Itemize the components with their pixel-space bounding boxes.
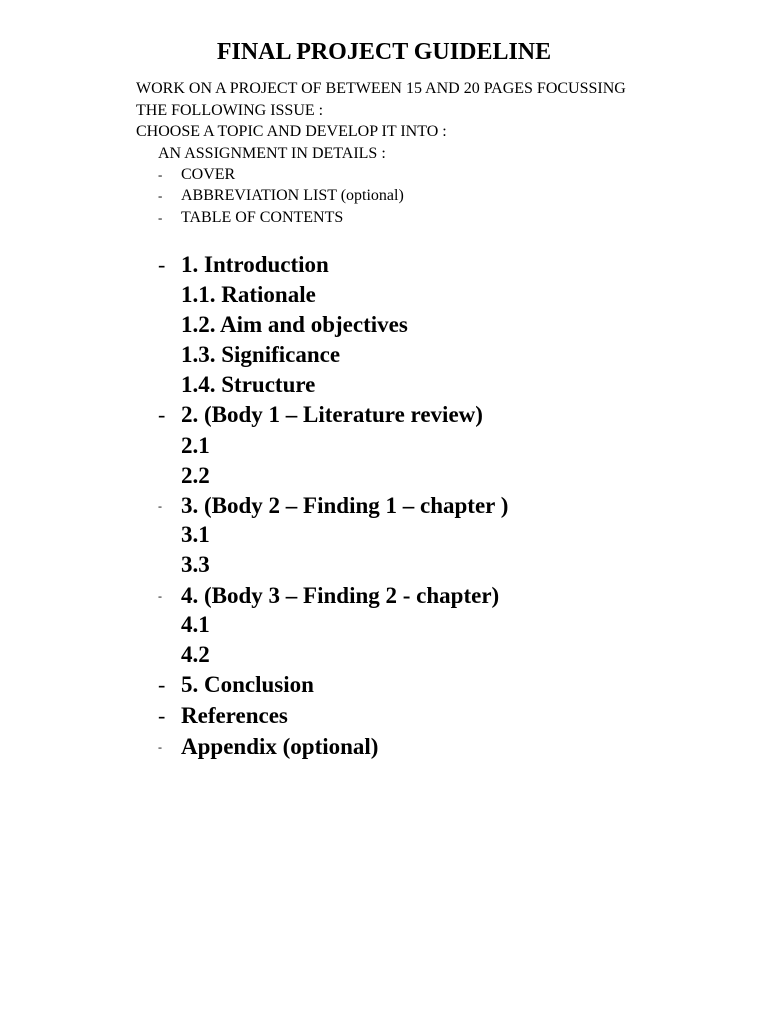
bullet-dash: - [158, 167, 163, 182]
document-title: FINAL PROJECT GUIDELINE [216, 39, 552, 65]
outline-text: 3.3 [181, 552, 210, 577]
bullet-dash: - [158, 252, 166, 277]
bullet-dash: - [158, 672, 166, 697]
outline-text: 2.2 [181, 463, 210, 488]
bullet-dash: - [158, 740, 162, 754]
front-matter-text: ABBREVIATION LIST (optional) [181, 187, 404, 204]
outline-text: 4.2 [181, 642, 210, 667]
outline-text: 1.3. Significance [181, 342, 341, 367]
front-matter-text: COVER [181, 166, 236, 183]
outline-text: Appendix (optional) [181, 734, 379, 759]
assignment-heading: AN ASSIGNMENT IN DETAILS : [158, 145, 386, 162]
bullet-dash: - [158, 499, 162, 513]
outline-text: 1. Introduction [181, 252, 329, 277]
outline-text: 1.2. Aim and objectives [181, 312, 408, 337]
intro-line-1: WORK ON A PROJECT OF BETWEEN 15 AND 20 PAGES FOCUSSING [136, 80, 626, 97]
bullet-dash: - [158, 188, 163, 203]
front-matter-text: TABLE OF CONTENTS [181, 209, 344, 226]
outline-text: 5. Conclusion [181, 672, 314, 697]
intro-line-3: CHOOSE A TOPIC AND DEVELOP IT INTO : [136, 123, 447, 140]
outline-text: References [181, 703, 288, 728]
outline-text: 2. (Body 1 – Literature review) [181, 402, 483, 427]
outline-text: 3.1 [181, 522, 210, 547]
outline-text: 1.1. Rationale [181, 282, 316, 307]
intro-line-2: THE FOLLOWING ISSUE : [136, 102, 324, 119]
outline-text: 2.1 [181, 433, 210, 458]
outline-text: 4.1 [181, 612, 210, 637]
bullet-dash: - [158, 589, 162, 603]
bullet-dash: - [158, 402, 166, 427]
outline-text: 4. (Body 3 – Finding 2 - chapter) [181, 583, 500, 608]
outline-text: 1.4. Structure [181, 372, 316, 397]
bullet-dash: - [158, 703, 166, 728]
outline-text: 3. (Body 2 – Finding 1 – chapter ) [181, 493, 509, 518]
bullet-dash: - [158, 210, 163, 225]
